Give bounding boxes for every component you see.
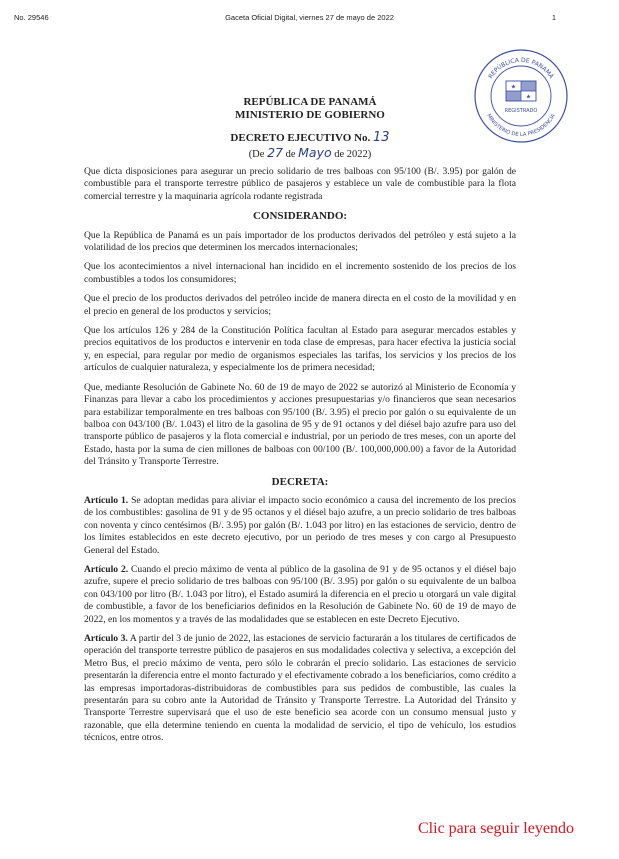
considerando-paragraph: Que los artículos 126 y 284 de la Constitución Política facultan al Estado para asegurar mercados estables y precios equitativos de los productos e intervenir en toda clase de empresas, para hacer efectiva la justicia social y, en especial, para regular por medio de organismos especiales las tarifas, los servicios y los precios de los artículos de cualquier naturaleza, y especialmente los de primera necesidad; [84,325,516,374]
seal-registered-text: REGISTRADO [504,108,538,114]
considerando-title: CONSIDERANDO: [252,210,348,223]
gazette-header [0,13,619,27]
considerando-paragraph: Que los acontecimientos a nivel internacional han incidido en el incremento sostenido de los precios de los combustibles a todos los consumidores; [84,261,516,285]
decree-number-handwritten: 13 [373,130,390,145]
article-label: Artículo 3. [84,633,128,644]
decreta-title: DECRETA: [271,475,329,488]
date-suffix: de 2022) [334,149,372,160]
article-text: Cuando el precio máximo de venta al público de la gasolina de 91 y de 95 octanos y el diésel bajo azufre, supere el precio solidario de tres balboas con 95/100 (B/. 3.95) por galón o su equivalente de un balboa con 043/100 por litro (B/. 1.043 por litro), el Estado asumirá la diferencia en el precio u otorgará un vale digital de combustible, a favor de los beneficiarios definidos en la Resolución de Gabinete No. 60 de 19 de mayo de 2022, en los momentos y a través de las modalidades que se establecen en este Decreto Ejecutivo. [84,563,517,625]
article-3 [84,633,516,745]
gazette-number: No. 29546 [14,13,49,22]
article-text: Se adoptan medidas para aliviar el impacto socio económico a causa del incremento de los precios de los combustibles: gasolina de 91 y de 95 octanos y el diésel bajo azufre, a un precio solidario de tres balboas con noventa y cinco centésimos (B/. 3.95) por galón (B/. 1.043 por litro) en las estaciones de servicio, dentro de los límites establecidos en este decreto ejecutivo, por un periodo de tres meses y con cargo al Presupuesto General del Estado. [84,494,516,556]
article-text: A partir del 3 de junio de 2022, las estaciones de servicio facturarán a los titulares de certificados de operación del transporte terrestre público de pasajeros en sus modalidades colectiva y selectiva, a excepción del Metro Bus, el precio máximo de venta, pero sólo le cobrarán el precio solidario. Las estaciones de servicio presentarán la diferencia entre el monto facturado y el efectivamente cobrado a los beneficiarios, como crédito a las empresas importadoras-distribuidoras de combustibles para sus pedidos de combustible, las cuales la presentarán para su cobro ante la Autoridad de Tránsito y Transporte Terrestre. La Autoridad del Tránsito y Transporte Terrestre supervisará que el uso de este beneficio sea acorde con un consumo mensual justo y razonable, que ella determine teniendo en cuenta la modalidad de servicio, el tipo de vehículo, los estudios técnicos, entre otros. [84,633,516,744]
gazette-title: Gaceta Oficial Digital, viernes 27 de mayo de 2022 [225,13,394,22]
article-2 [84,564,516,626]
considerando-paragraph: Que el precio de los productos derivados del petróleo incide de manera directa en el costo de la movilidad y en el precio en general de los productos y servicios; [84,293,516,317]
republic-title: REPÚBLICA DE PANAMÁ [243,96,377,108]
svg-text:★: ★ [525,94,532,101]
ministry-title: MINISTERIO DE GOBIERNO [235,109,385,121]
article-label: Artículo 1. [84,494,129,506]
date-prefix: (De [248,149,265,160]
decree-title [80,131,540,145]
document-heading [80,96,540,145]
decree-date [80,145,540,160]
date-day-handwritten: 27 [267,145,283,160]
seal-bottom-text: MINISTERIO DE LA PRESIDENCIA [485,113,557,139]
article-label: Artículo 2. [84,563,129,575]
considerando-paragraph: Que, mediante Resolución de Gabinete No. 60 de 19 de mayo de 2022 se autorizó al Ministerio de Economía y Finanzas para llevar a cabo los procedimientos y acciones presupuestarias y/o financieros que sean necesarios para estabilizar temporalmente en tres balboas con 95/100 (B/. 3.95) el precio por galón o su equivalente de un balboa con 043/100 (B/. 1.043) el litro de la gasolina de 95 y de 91 octanos y del diésel bajo azufre para uso del transporte público de pasajeros y la flota comercial e industrial, por un periodo de tres meses, con un aporte del Estado, hasta por la suma de cien millones de balboas con 00/100 (B/. 100,000,000.00) a favor de la Autoridad del Tránsito y Transporte Terrestre. [84,381,516,468]
date-month-handwritten: Mayo [298,145,332,160]
svg-text:★: ★ [510,84,517,91]
seal-top-text: REPÚBLICA DE PANAMÁ [487,56,555,81]
page-number: 1 [551,13,556,22]
continue-reading-link[interactable]: Clic para seguir leyendo [418,820,574,837]
considerando-paragraph: Que la República de Panamá es un país importador de los productos derivados del petróleo y está sujeto a la volatilidad de los precios que determinen los mercados internacionales; [84,229,516,254]
document-body [84,166,516,752]
date-connector: de [285,149,296,160]
decree-summary: Que dicta disposiciones para asegurar un precio solidario de tres balboas con 95/100 (B/. 3.95) por galón de combustible para el transporte terrestre público de pasajeros y establece un vale de combustible para la flota comercial terrestre y la maquinaria agrícola rodante registrada [84,166,516,202]
article-1 [84,495,516,557]
decree-label: DECRETO EJECUTIVO No. [230,132,371,144]
